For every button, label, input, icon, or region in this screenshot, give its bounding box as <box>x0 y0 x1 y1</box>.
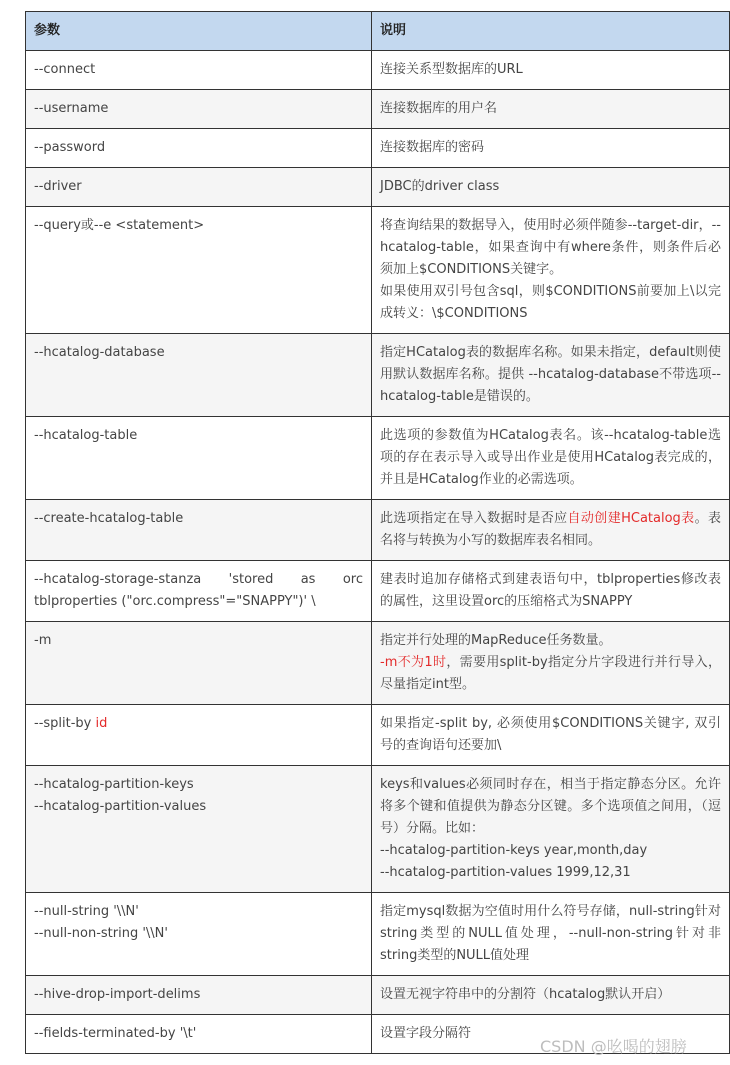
desc-text: 设置字段分隔符 <box>380 1026 472 1041</box>
param-cell <box>26 500 372 561</box>
param-cell <box>26 207 372 334</box>
table-row <box>26 168 730 207</box>
table-row <box>26 622 730 705</box>
param-text: --null-string '\\N' <box>34 904 139 919</box>
param-text: --hcatalog-table <box>34 428 138 443</box>
desc-cell <box>372 417 730 500</box>
desc-highlight: -m不为1时 <box>380 655 447 670</box>
param-text: --password <box>34 140 106 155</box>
desc-text: keys和values必须同时存在，相当于指定静态分区。允许将多个键和值提供为静态分区键。多个选项值之间用，（逗号）分隔。比如： <box>380 777 721 836</box>
desc-cell <box>372 976 730 1015</box>
desc-text: JDBC的driver class <box>380 179 500 194</box>
param-cell <box>26 893 372 976</box>
table-row <box>26 417 730 500</box>
param-cell <box>26 90 372 129</box>
desc-highlight: 自动创建HCatalog表 <box>567 511 695 526</box>
param-text: --hive-drop-import-delims <box>34 987 201 1002</box>
desc-cell <box>372 129 730 168</box>
desc-cell <box>372 561 730 622</box>
param-text: --query或--e <statement> <box>34 218 205 233</box>
desc-text: 指定mysql数据为空值时用什么符号存储，null-string针对string类型的NULL值处理，--null-non-string针对非string类型的NULL值处理 <box>380 904 721 963</box>
param-text: --driver <box>34 179 82 194</box>
table-row <box>26 51 730 90</box>
desc-cell <box>372 51 730 90</box>
param-text: --username <box>34 101 109 116</box>
desc-text: --hcatalog-partition-keys year,month,day <box>380 843 648 858</box>
table-row <box>26 976 730 1015</box>
desc-cell <box>372 705 730 766</box>
desc-text: 。表名将与转换为小写的数据库表名相同。 <box>380 511 721 548</box>
param-highlight: id <box>95 716 108 731</box>
param-text: --hcatalog-partition-keys <box>34 777 194 792</box>
desc-text: 设置无视字符串中的分割符（hcatalog默认开启） <box>380 987 671 1002</box>
param-cell <box>26 622 372 705</box>
desc-cell <box>372 500 730 561</box>
table-row <box>26 334 730 417</box>
table-row <box>26 207 730 334</box>
param-cell <box>26 417 372 500</box>
desc-text: 建表时追加存储格式到建表语句中，tblproperties修改表的属性，这里设置orc的压缩格式为SNAPPY <box>380 572 721 609</box>
desc-cell <box>372 766 730 893</box>
param-text: --hcatalog-partition-values <box>34 799 207 814</box>
param-cell <box>26 561 372 622</box>
desc-text: 指定并行处理的MapReduce任务数量。 <box>380 633 612 648</box>
table-row <box>26 893 730 976</box>
param-text: -m <box>34 633 52 648</box>
param-text: --null-non-string '\\N' <box>34 926 168 941</box>
desc-text: 连接关系型数据库的URL <box>380 62 523 77</box>
desc-text: ，需要用split-by指定分片字段进行并行导入，尽量指定int型。 <box>380 655 721 692</box>
desc-text: 将查询结果的数据导入，使用时必须伴随参--target-dir，--hcatalog-table，如果查询中有where条件，则条件后必须加上$CONDITIONS关键字。 <box>380 218 721 277</box>
param-text: --split-by <box>34 716 96 731</box>
param-text: --fields-terminated-by '\t' <box>34 1026 197 1041</box>
header-desc: 说明 <box>372 12 730 51</box>
desc-text: 连接数据库的密码 <box>380 140 485 155</box>
table-row <box>26 561 730 622</box>
table-row <box>26 500 730 561</box>
param-cell <box>26 766 372 893</box>
table-row <box>26 705 730 766</box>
desc-cell <box>372 622 730 705</box>
table-row <box>26 90 730 129</box>
parameter-table-container <box>25 11 721 1054</box>
desc-text: 此选项的参数值为HCatalog表名。该--hcatalog-table选项的存在表示导入或导出作业是使用HCatalog表完成的，并且是HCatalog作业的必需选项。 <box>380 428 721 487</box>
desc-cell <box>372 893 730 976</box>
param-text: --hcatalog-database <box>34 345 165 360</box>
desc-text: 如果指定-split by, 必须使用$CONDITIONS关键字, 双引号的查询语句还要加\ <box>380 716 721 753</box>
param-text: --connect <box>34 62 96 77</box>
param-cell <box>26 705 372 766</box>
param-cell <box>26 1015 372 1054</box>
desc-text: 此选项指定在导入数据时是否应 <box>380 511 568 526</box>
desc-cell <box>372 334 730 417</box>
parameter-table <box>25 11 730 1054</box>
desc-cell <box>372 207 730 334</box>
param-text: --hcatalog-storage-stanza 'stored as orc tblproperties ("orc.compress"="SNAPPY")' \ <box>34 572 363 609</box>
header-param: 参数 <box>26 12 372 51</box>
desc-text: 指定HCatalog表的数据库名称。如果未指定，default则使用默认数据库名称。提供 --hcatalog-database不带选项--hcatalog-table是错误的。 <box>380 345 721 404</box>
table-row <box>26 129 730 168</box>
param-cell <box>26 129 372 168</box>
desc-text: 连接数据库的用户名 <box>380 101 498 116</box>
param-text: --create-hcatalog-table <box>34 511 184 526</box>
desc-cell <box>372 168 730 207</box>
param-cell <box>26 334 372 417</box>
watermark: CSDN @吆喝的翅膀 <box>540 1037 687 1056</box>
param-cell <box>26 51 372 90</box>
desc-text: 如果使用双引号包含sql，则$CONDITIONS前要加上\以完成转义：\$CONDITIONS <box>380 284 721 321</box>
table-row <box>26 766 730 893</box>
desc-cell <box>372 90 730 129</box>
param-cell <box>26 168 372 207</box>
desc-text: --hcatalog-partition-values 1999,12,31 <box>380 865 631 880</box>
table-header-row <box>26 12 730 51</box>
param-cell <box>26 976 372 1015</box>
